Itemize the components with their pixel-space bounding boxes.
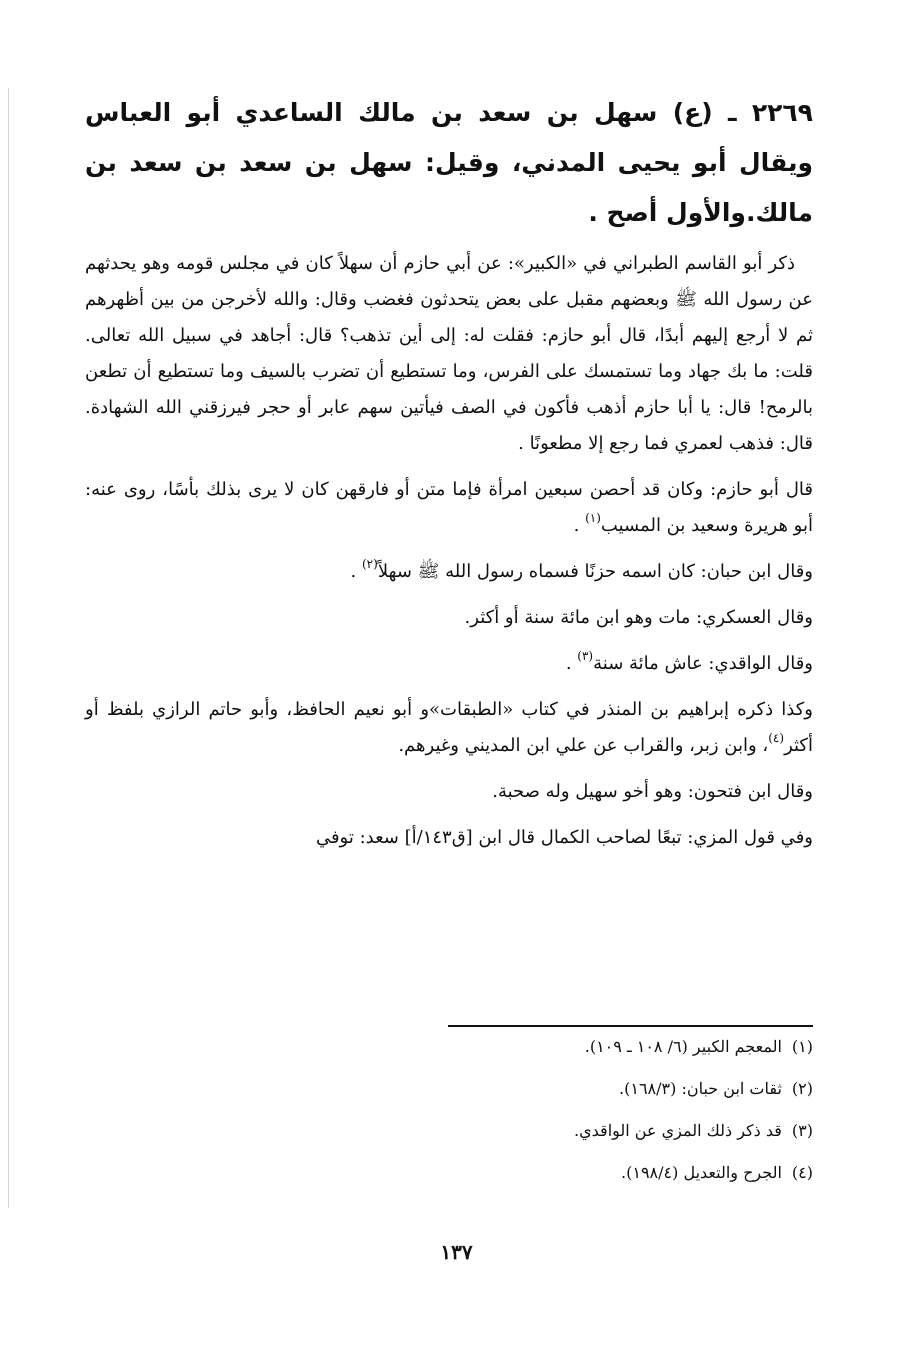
footnote-ref[interactable]: (٢) bbox=[361, 557, 378, 571]
entry-number: ٢٢٦٩ bbox=[751, 98, 813, 127]
entry-heading bbox=[85, 88, 813, 238]
paragraph: وقال ابن حبان: كان اسمه حزنًا فسماه رسول الله ﷺ سهلاً$^{(٢)}$ . bbox=[350, 557, 813, 582]
footnotes bbox=[85, 1036, 813, 1204]
footnote-number: (٣) bbox=[791, 1121, 813, 1140]
paragraph: وفي قول المزي: تبعًا لصاحب الكمال قال ابن [ق١٤٣/أ] سعد: توفي bbox=[315, 827, 813, 848]
footnote-ref[interactable]: (١) bbox=[585, 511, 601, 525]
entry-title: سهل بن سعد بن مالك الساعدي أبو العباس ويقال أبو يحيى المدني، وقيل: سهل بن سعد بن سعد بن مالك.والأول أصح . bbox=[85, 98, 813, 227]
footnote-text: قد ذكر ذلك المزي عن الواقدي. bbox=[574, 1121, 782, 1140]
page-number: ١٣٧ bbox=[440, 1240, 473, 1264]
paragraph: وقال العسكري: مات وهو ابن مائة سنة أو أكثر. bbox=[464, 607, 813, 628]
paragraph: وقال الواقدي: عاش مائة سنة$^{(٣)}$ . bbox=[565, 649, 813, 674]
footnote-divider bbox=[448, 1025, 813, 1027]
footnote-text: المعجم الكبير (٦/ ١٠٨ ـ ١٠٩). bbox=[584, 1037, 782, 1056]
paragraph: قال أبو حازم: وكان قد أحصن سبعين امرأة فإما متن أو فارقهن كان لا يرى بذلك بأسًا، روى عنه: أبو هريرة وسعيد بن المسيب$^{(١)}$ . bbox=[85, 479, 813, 536]
footnote-ref[interactable]: (٤) bbox=[768, 731, 785, 745]
footnote-ref[interactable]: (٣) bbox=[577, 649, 594, 663]
main-text bbox=[85, 88, 813, 866]
paragraph: ذكر أبو القاسم الطبراني في «الكبير»: عن أبي حازم أن سهلاً كان في مجلس قومه وهو يحدثهم عن رسول الله ﷺ وبعضهم مقبل على بعض يتحدثون فغضب وقال: والله لأخرجن من بين أظهرهم ثم لا أرجع إليهم أبدًا، قال أبو حازم: فقلت له: إلى أين تذهب؟ قال: أجاهد في سبيل الله تعالى. قلت: ما بك جهاد وما تستمسك على الفرس، وما تستطيع أن تضرب بالسيف وما تستطيع أن تطعن بالرمح! قال: يا أبا حازم أذهب فأكون في الصف فيأتين سهم عابر أو حجر فيرزقني الله الشهادة. قال: فذهب لعمري فما رجع إلا مطعونًا . bbox=[85, 253, 813, 454]
footnote bbox=[85, 1036, 813, 1058]
footnote-text: الجرح والتعديل (١٩٨/٤). bbox=[621, 1163, 782, 1182]
footnote bbox=[85, 1162, 813, 1184]
footnote-number: (٢) bbox=[791, 1079, 813, 1098]
footnote-number: (٤) bbox=[791, 1163, 813, 1182]
entry-marker: (ع) bbox=[672, 98, 713, 127]
entry-dash: ـ bbox=[728, 98, 737, 127]
footnote-number: (١) bbox=[791, 1037, 813, 1056]
paragraph: وقال ابن فتحون: وهو أخو سهيل وله صحبة. bbox=[492, 781, 813, 802]
paragraph: وكذا ذكره إبراهيم بن المنذر في كتاب «الطبقات»و أبو نعيم الحافظ، وأبو حاتم الرازي بلفظ أو أكثر$^{(٤)}$، وابن زبر، والقراب عن علي ابن المديني وغيرهم. bbox=[85, 699, 813, 756]
footnote bbox=[85, 1120, 813, 1142]
footnote-text: ثقات ابن حبان: (١٦٨/٣). bbox=[619, 1079, 782, 1098]
margin-line bbox=[8, 88, 9, 1208]
footnote bbox=[85, 1078, 813, 1100]
